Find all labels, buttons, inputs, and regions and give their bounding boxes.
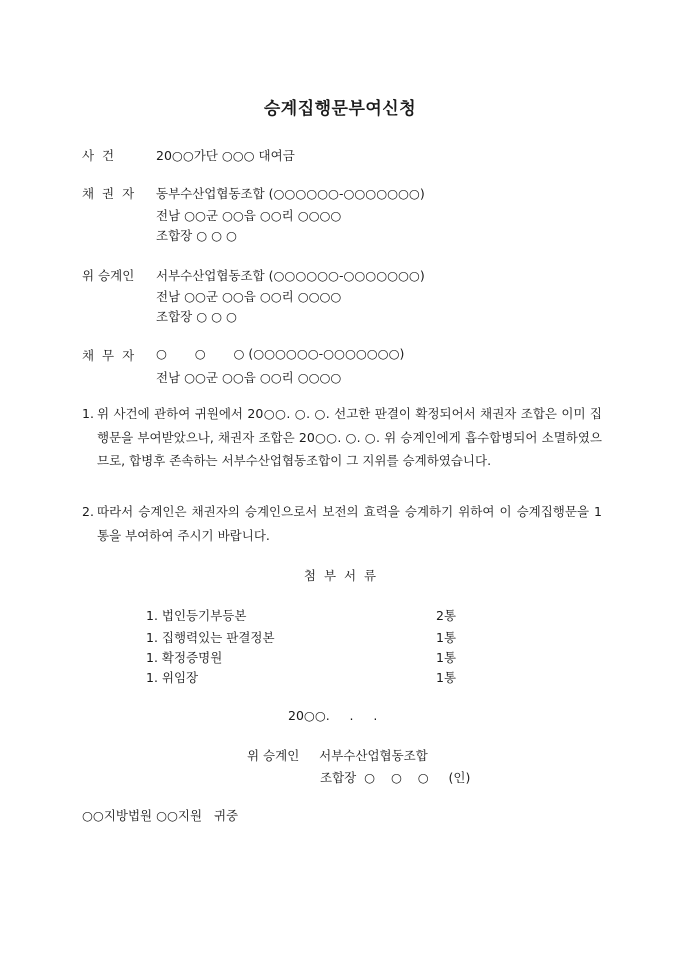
successor-address: 전남 ○○군 ○○읍 ○○리 ○○○○ [156, 289, 342, 304]
successor-rep: 조합장 ○ ○ ○ [156, 309, 237, 324]
filing-date: 20○○. . . [288, 708, 378, 723]
paragraph-1-number: 1. [82, 406, 94, 421]
creditor-label: 채 권 자 [82, 186, 137, 201]
attachment-qty: 1통 [436, 650, 457, 665]
attachment-item: 1. 확정증명원 [146, 650, 223, 665]
creditor-address: 전남 ○○군 ○○읍 ○○리 ○○○○ [156, 208, 342, 223]
attachment-qty: 1통 [436, 630, 457, 645]
debtor-address: 전남 ○○군 ○○읍 ○○리 ○○○○ [156, 370, 342, 385]
debtor-label: 채 무 자 [82, 348, 137, 363]
case-label: 사 건 [82, 148, 117, 163]
attachment-item: 1. 집행력있는 판결정본 [146, 630, 275, 645]
paragraph-2 [82, 500, 602, 547]
attachment-qty: 2통 [436, 608, 457, 623]
debtor-name: ○ ○ ○ (○○○○○○-○○○○○○○) [156, 346, 405, 361]
paragraph-1 [82, 402, 602, 473]
attachments-heading: 첨 부 서 류 [303, 568, 377, 583]
case-value: 20○○가단 ○○○ 대여금 [156, 148, 295, 163]
attachment-item: 1. 법인등기부등본 [146, 608, 247, 623]
document-title: 승계집행문부여신청 [263, 99, 417, 119]
paragraph-1-text: 위 사건에 관하여 귀원에서 20○○. ○. ○. 선고한 판결이 확정되어서 채권자 조합은 이미 집행문을 부여받았으나, 채권자 조합은 20○○. ○. ○. 위 승계인에게 흡수합병되어 소멸하였으므로, 합병후 존속하는 서부수산업협동조합이 그 지위를 승계하였습니다. [97, 406, 602, 468]
paragraph-2-number: 2. [82, 504, 94, 519]
signature-applicant: 위 승계인 서부수산업협동조합 [247, 748, 428, 763]
court-addressee: ○○지방법원 ○○지원 귀중 [82, 808, 239, 823]
creditor-rep: 조합장 ○ ○ ○ [156, 228, 237, 243]
signature-representative: 조합장 ○ ○ ○ (인) [320, 770, 471, 785]
paragraph-2-text: 따라서 승계인은 채권자의 승계인으로서 보전의 효력을 승계하기 위하여 이 승계집행문을 1통을 부여하여 주시기 바랍니다. [97, 504, 602, 543]
successor-label: 위 승계인 [82, 268, 135, 283]
attachment-item: 1. 위임장 [146, 670, 199, 685]
attachment-qty: 1통 [436, 670, 457, 685]
successor-name: 서부수산업협동조합 (○○○○○○-○○○○○○○) [156, 268, 425, 283]
creditor-name: 동부수산업협동조합 (○○○○○○-○○○○○○○) [156, 186, 425, 201]
